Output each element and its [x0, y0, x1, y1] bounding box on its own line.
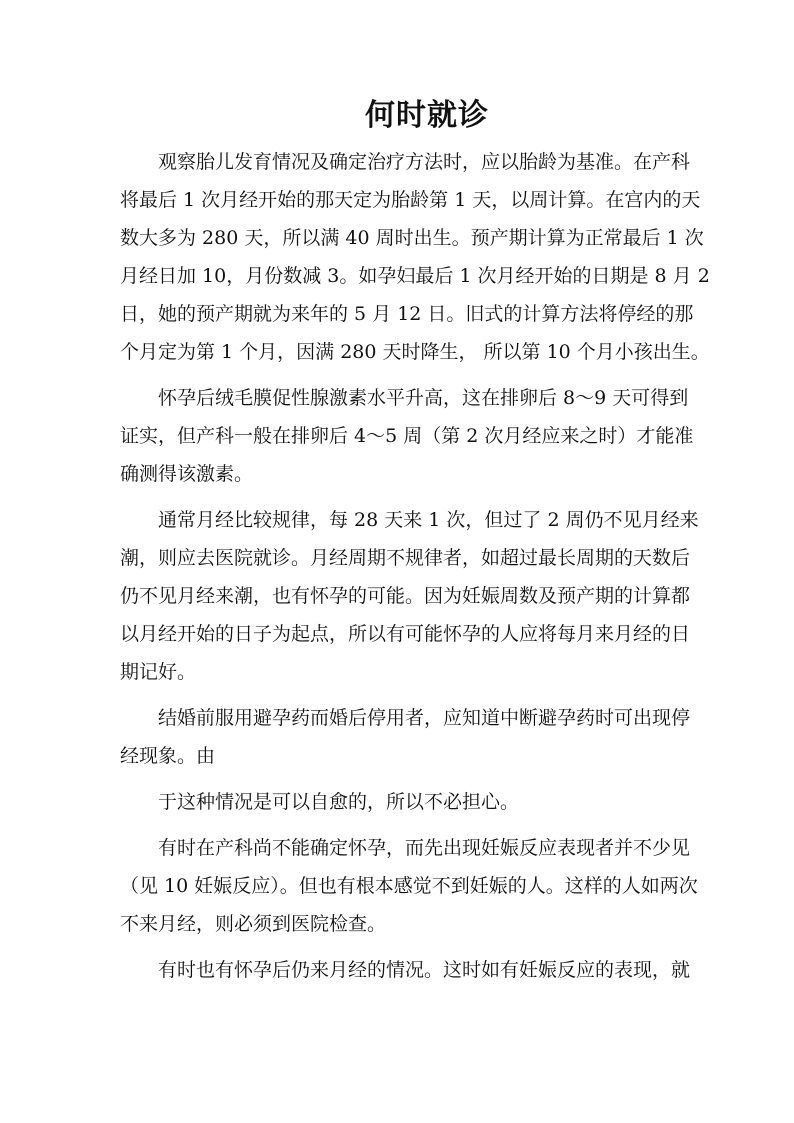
- paragraph-line: 将最后 1 次月经开始的那天定为胎龄第 1 天，以周计算。在宫内的天: [120, 189, 701, 211]
- paragraph-line: 有时也有怀孕后仍来月经的情况。这时如有妊娠反应的表现，就: [158, 959, 691, 981]
- paragraph-line: 于这种情况是可以自愈的，所以不必担心。: [158, 791, 520, 813]
- paragraph-line: 怀孕后绒毛膜促性腺激素水平升高，这在排卵后 8～9 天可得到: [158, 387, 689, 409]
- paragraph-line: 证实，但产科一般在排卵后 4～5 周（第 2 次月经应来之时）才能准: [120, 425, 694, 447]
- paragraph-line: 日，她的预产期就为来年的 5 月 12 日。旧式的计算方法将停经的那: [120, 303, 694, 325]
- paragraph-line: 观察胎儿发育情况及确定治疗方法时，应以胎龄为基准。在产科: [158, 151, 691, 173]
- paragraph-line: 仍不见月经来潮，也有怀孕的可能。因为妊娠周数及预产期的计算都: [120, 585, 691, 607]
- paragraph-line: 确测得该激素。: [120, 463, 254, 485]
- paragraph-line: 经现象。由: [120, 745, 216, 767]
- document-title: 何时就诊: [365, 98, 489, 133]
- paragraph-line: 以月经开始的日子为起点，所以有可能怀孕的人应将每月来月经的日: [120, 623, 691, 645]
- paragraph-line: 结婚前服用避孕药而婚后停用者，应知道中断避孕药时可出现停: [158, 707, 691, 729]
- paragraph-line: 数大多为 280 天，所以满 40 周时出生。预产期计算为正常最后 1 次: [120, 227, 704, 249]
- paragraph-line: 个月定为第 1 个月，因满 280 天时降生， 所以第 10 个月小孩出生。: [120, 341, 710, 363]
- paragraph-line: 月经日加 10，月份数减 3。如孕妇最后 1 次月经开始的日期是 8 月 2: [120, 265, 710, 287]
- paragraph-line: 期记好。: [120, 661, 197, 683]
- paragraph-line: 不来月经，则必须到医院检查。: [120, 913, 387, 935]
- paragraph-line: 有时在产科尚不能确定怀孕，而先出现妊娠反应表现者并不少见: [158, 837, 691, 859]
- paragraph-line: 通常月经比较规律，每 28 天来 1 次，但过了 2 周仍不见月经来: [158, 509, 699, 531]
- paragraph-line: 潮，则应去医院就诊。月经周期不规律者，如超过最长周期的天数后: [120, 547, 691, 569]
- paragraph-line: （见 10 妊娠反应）。但也有根本感觉不到妊娠的人。这样的人如两次: [120, 875, 698, 897]
